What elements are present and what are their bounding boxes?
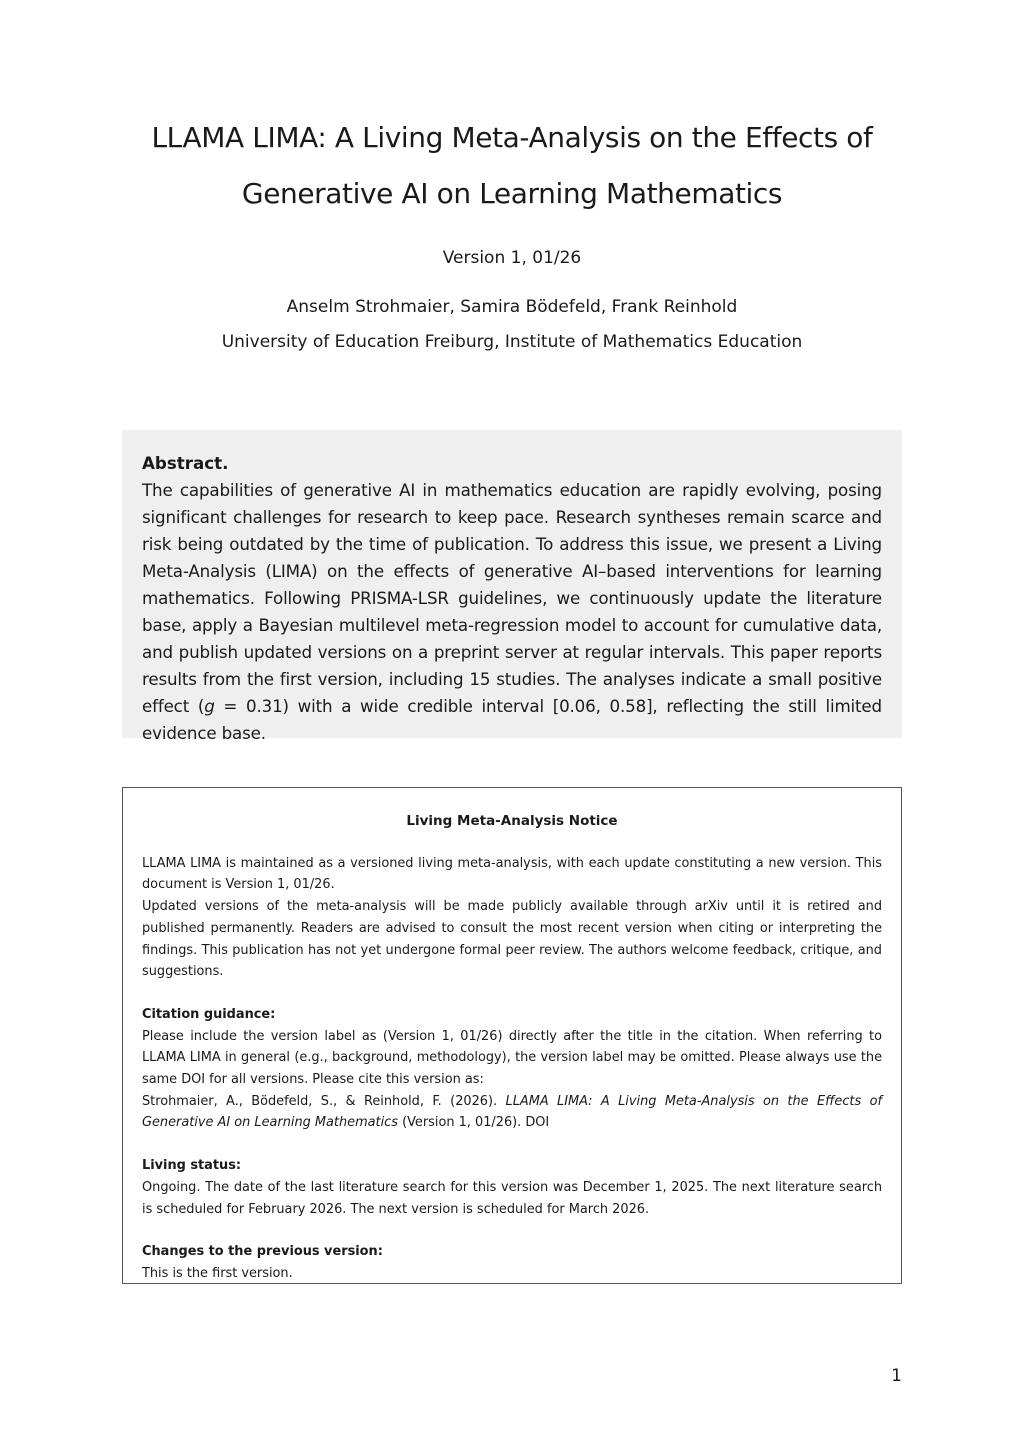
notice-title: Living Meta-Analysis Notice: [406, 813, 618, 829]
abstract-text-main: The capabilities of generative AI in mathematics education are rapidly evolving, posing significant challenges for research to keep pace. Research syntheses remain scarce and risk being outdated by the time of publication. To address this issue, we present a Living Meta-Analysis (LIMA) on the effects of generative AI–based interventions for learning mathematics. Following PRISMA-LSR guidelines, we continuously update the literature base, apply a Bayesian multilevel meta-regression model to account for cumulative data, and publish updated versions on a preprint server at regular intervals. This paper reports results from the first version, including 15 studies. The analyses indicate a small positive effect (: [142, 480, 882, 716]
citation-authors: Strohmaier, A., Bödefeld, S., & Reinhold, F. (2026).: [142, 1093, 506, 1109]
paper-title-line-2: Generative AI on Learning Mathematics: [241, 177, 783, 210]
living-meta-analysis-notice: [122, 787, 902, 1284]
notice-intro-2: Updated versions of the meta-analysis will be made publicly available through arXiv until it is retired and published permanently. Readers are advised to consult the most recent version when citing or interpreting the findings. This publication has not yet undergone formal peer review. The authors welcome feedback, critique, and suggestions.: [142, 899, 882, 980]
changes-heading: Changes to the previous version:: [142, 1244, 383, 1260]
changes-text: This is the first version.: [142, 1265, 293, 1281]
abstract-text-end: = 0.31) with a wide credible interval [0.06, 0.58], reflecting the still limited evidence base.: [142, 696, 882, 743]
effect-size-symbol: g: [204, 696, 215, 716]
living-status-section: [142, 1155, 882, 1220]
author-list: Anselm Strohmaier, Samira Bödefeld, Frank Reinhold: [286, 297, 738, 317]
citation-tail: (Version 1, 01/26). DOI: [397, 1115, 550, 1131]
living-status-heading: Living status:: [142, 1158, 242, 1174]
affiliation: University of Education Freiburg, Institute of Mathematics Education: [221, 332, 803, 352]
citation-guidance-text: Please include the version label as (Version 1, 01/26) directly after the title in the citation. When referring to LLAMA LIMA in general (e.g., background, methodology), the version label may be omitted. Please always use the same DOI for all versions. Please cite this version as:: [142, 1028, 882, 1088]
citation-reference: [142, 1091, 882, 1134]
changes-section: [142, 1241, 882, 1284]
abstract-text: [142, 477, 882, 747]
notice-intro-1: LLAMA LIMA is maintained as a versioned living meta-analysis, with each update constituting a new version. This document is Version 1, 01/26.: [142, 855, 882, 893]
page-number: 1: [891, 1366, 902, 1386]
citation-guidance-heading: Citation guidance:: [142, 1006, 276, 1022]
abstract-box: [122, 430, 902, 743]
paper-title-line-1: LLAMA LIMA: A Living Meta-Analysis on the Effects of: [151, 121, 873, 154]
citation-guidance-section: [142, 1004, 882, 1134]
paper-title: [112, 110, 912, 222]
citation-title: LLAMA LIMA: A Living Meta-Analysis on the Effects of Generative AI on Learning Mathematics: [142, 1093, 882, 1131]
living-status-text: Ongoing. The date of the last literature search for this version was December 1, 2025. The next literature search is scheduled for February 2026. The next version is scheduled for March 2026.: [142, 1179, 882, 1217]
abstract-heading: Abstract.: [142, 453, 229, 473]
version-label: Version 1, 01/26: [442, 248, 582, 268]
